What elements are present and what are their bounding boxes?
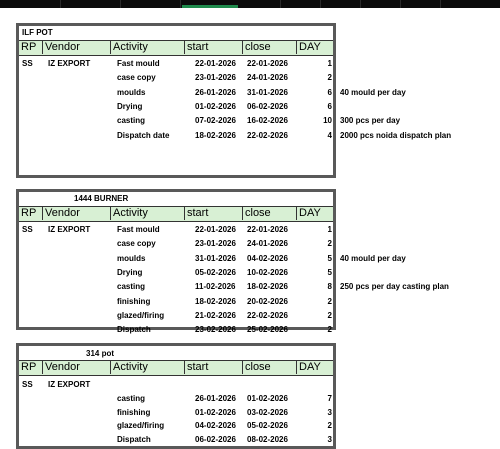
cell-activity[interactable]: case copy <box>117 73 156 83</box>
cell-start[interactable]: 04-02-2026 <box>195 421 236 431</box>
cell-day[interactable]: 4 <box>327 130 332 140</box>
table-row <box>19 129 333 142</box>
cell-vendor[interactable]: IZ EXPORT <box>48 59 91 68</box>
column-header-rp[interactable]: RP <box>21 207 37 219</box>
table-row <box>19 71 333 84</box>
cell-activity[interactable]: finishing <box>117 407 151 417</box>
cell-close[interactable]: 31-01-2026 <box>247 87 288 97</box>
column-header-day[interactable]: DAY <box>296 207 333 220</box>
cell-activity[interactable]: Dispatch date <box>117 130 170 140</box>
cell-start[interactable]: 05-02-2026 <box>195 267 236 277</box>
cell-activity[interactable]: Drying <box>117 101 143 111</box>
table-row <box>19 433 333 446</box>
table-row <box>19 57 333 70</box>
cell-close[interactable]: 25-02-2026 <box>247 325 288 335</box>
cell-close[interactable]: 03-02-2026 <box>247 407 288 417</box>
cell-activity[interactable]: moulds <box>117 87 146 97</box>
column-header-start[interactable]: start <box>184 207 242 220</box>
column-header-rp[interactable]: RP <box>21 361 37 373</box>
cell-activity[interactable]: casting <box>117 393 146 403</box>
table-row <box>19 223 333 236</box>
cell-close[interactable]: 01-02-2026 <box>247 393 288 403</box>
cell-start[interactable]: 23-01-2026 <box>195 73 236 83</box>
cell-close[interactable]: 16-02-2026 <box>247 116 288 126</box>
cell-rp[interactable]: SS <box>22 380 33 389</box>
table-row <box>19 114 333 127</box>
cell-close[interactable]: 04-02-2026 <box>247 253 288 263</box>
cell-day[interactable]: 1 <box>327 225 332 234</box>
toolbar-segment <box>360 0 401 8</box>
cell-rp[interactable]: SS <box>22 225 33 234</box>
cell-day[interactable]: 2 <box>327 239 332 249</box>
table-row <box>19 309 333 322</box>
schedule-block <box>16 189 336 335</box>
cell-day[interactable]: 10 <box>323 116 332 126</box>
cell-activity[interactable]: casting <box>117 282 146 292</box>
cell-day[interactable]: 2 <box>327 421 332 431</box>
column-header-vendor[interactable]: Vendor <box>42 361 110 374</box>
cell-day[interactable]: 2 <box>327 296 332 306</box>
cell-start[interactable]: 22-01-2026 <box>195 59 236 68</box>
cell-close[interactable]: 05-02-2026 <box>247 421 288 431</box>
cell-day[interactable]: 3 <box>327 435 332 445</box>
toolbar-segment <box>120 0 181 8</box>
table-row <box>19 266 333 279</box>
column-header-start[interactable]: start <box>184 41 242 54</box>
table-row <box>19 86 333 99</box>
column-header-activity[interactable]: Activity <box>110 207 184 220</box>
schedule-block <box>16 343 336 449</box>
block-title: ILF POT <box>22 28 53 37</box>
table-row <box>19 280 333 293</box>
cell-activity[interactable]: glazed/firing <box>117 310 165 320</box>
column-header-close[interactable]: close <box>242 41 296 54</box>
toolbar-segment <box>280 0 321 8</box>
cell-activity[interactable]: glazed/firing <box>117 421 165 431</box>
column-header-rp[interactable]: RP <box>21 41 37 53</box>
table-row <box>19 237 333 250</box>
cell-start[interactable]: 01-02-2026 <box>195 407 236 417</box>
cell-day[interactable]: 8 <box>327 282 332 292</box>
cell-activity[interactable]: Drying <box>117 267 143 277</box>
column-header-vendor[interactable]: Vendor <box>42 41 110 54</box>
column-header-close[interactable]: close <box>242 207 296 220</box>
block-title: 1444 BURNER <box>74 194 129 203</box>
toolbar-segment <box>320 0 361 8</box>
table-row <box>19 392 333 405</box>
cell-note[interactable]: 40 mould per day <box>340 87 406 97</box>
cell-note[interactable]: 250 pcs per day casting plan <box>340 282 449 292</box>
column-header-day[interactable]: DAY <box>296 41 333 54</box>
column-header-close[interactable]: close <box>242 361 296 374</box>
cell-start[interactable]: 21-02-2026 <box>195 310 236 320</box>
active-cell-indicator <box>182 5 238 8</box>
cell-activity[interactable]: case copy <box>117 239 156 249</box>
cell-day[interactable]: 7 <box>327 393 332 403</box>
column-header-activity[interactable]: Activity <box>110 41 184 54</box>
cell-activity[interactable]: moulds <box>117 253 146 263</box>
cell-close[interactable]: 08-02-2026 <box>247 435 288 445</box>
cell-day[interactable]: 2 <box>327 73 332 83</box>
cell-activity[interactable]: Fast mould <box>117 59 160 68</box>
cell-day[interactable]: 5 <box>327 253 332 263</box>
cell-start[interactable]: 18-02-2026 <box>195 296 236 306</box>
spreadsheet-toolbar-strip <box>0 0 500 8</box>
cell-day[interactable]: 3 <box>327 407 332 417</box>
cell-start[interactable]: 26-01-2026 <box>195 393 236 403</box>
cell-start[interactable]: 07-02-2026 <box>195 116 236 126</box>
cell-day[interactable]: 5 <box>327 267 332 277</box>
cell-close[interactable]: 22-02-2026 <box>247 310 288 320</box>
column-header-day[interactable]: DAY <box>296 361 333 374</box>
cell-activity[interactable]: casting <box>117 116 146 126</box>
cell-start[interactable]: 26-01-2026 <box>195 87 236 97</box>
cell-close[interactable]: 20-02-2026 <box>247 296 288 306</box>
cell-start[interactable]: 18-02-2026 <box>195 130 236 140</box>
cell-close[interactable]: 24-01-2026 <box>247 239 288 249</box>
cell-close[interactable]: 06-02-2026 <box>247 101 288 111</box>
cell-vendor[interactable]: IZ EXPORT <box>48 380 91 389</box>
table-row <box>19 295 333 308</box>
cell-close[interactable]: 18-02-2026 <box>247 282 288 292</box>
table-row <box>19 406 333 419</box>
cell-day[interactable]: 6 <box>327 101 332 111</box>
header-row <box>19 360 333 376</box>
cell-start[interactable]: 22-01-2026 <box>195 225 236 234</box>
cell-start[interactable]: 23-01-2026 <box>195 239 236 249</box>
cell-activity[interactable]: Dispatch <box>117 325 151 335</box>
cell-activity[interactable]: Fast mould <box>117 225 160 234</box>
cell-day[interactable]: 2 <box>327 325 332 335</box>
header-row <box>19 40 333 56</box>
column-header-start[interactable]: start <box>184 361 242 374</box>
cell-activity[interactable]: Dispatch <box>117 435 151 445</box>
cell-note[interactable]: 40 mould per day <box>340 253 406 263</box>
toolbar-segment <box>400 0 441 8</box>
toolbar-segment <box>240 0 281 8</box>
cell-close[interactable]: 22-01-2026 <box>247 225 288 234</box>
toolbar-segment <box>0 0 61 8</box>
cell-start[interactable]: 01-02-2026 <box>195 101 236 111</box>
cell-rp[interactable]: SS <box>22 59 33 68</box>
schedule-block <box>16 23 336 178</box>
cell-note[interactable]: 2000 pcs noida dispatch plan <box>340 130 452 140</box>
block-title: 314 pot <box>86 349 115 358</box>
cell-start[interactable]: 11-02-2026 <box>195 282 236 292</box>
column-header-activity[interactable]: Activity <box>110 361 184 374</box>
table-row <box>19 323 333 336</box>
cell-close[interactable]: 22-01-2026 <box>247 59 288 68</box>
cell-start[interactable]: 23-02-2026 <box>195 325 236 335</box>
cell-close[interactable]: 22-02-2026 <box>247 130 288 140</box>
cell-note[interactable]: 300 pcs per day <box>340 116 401 126</box>
cell-start[interactable]: 31-01-2026 <box>195 253 236 263</box>
cell-start[interactable]: 06-02-2026 <box>195 435 236 445</box>
column-header-vendor[interactable]: Vendor <box>42 207 110 220</box>
table-row <box>19 100 333 113</box>
table-row <box>19 419 333 432</box>
header-row <box>19 206 333 222</box>
table-row <box>19 378 333 391</box>
cell-activity[interactable]: finishing <box>117 296 151 306</box>
cell-day[interactable]: 1 <box>327 59 332 68</box>
cell-day[interactable]: 2 <box>327 310 332 320</box>
cell-vendor[interactable]: IZ EXPORT <box>48 225 91 234</box>
table-row <box>19 252 333 265</box>
cell-day[interactable]: 6 <box>327 87 332 97</box>
cell-close[interactable]: 10-02-2026 <box>247 267 288 277</box>
cell-close[interactable]: 24-01-2026 <box>247 73 288 83</box>
toolbar-segment <box>60 0 121 8</box>
